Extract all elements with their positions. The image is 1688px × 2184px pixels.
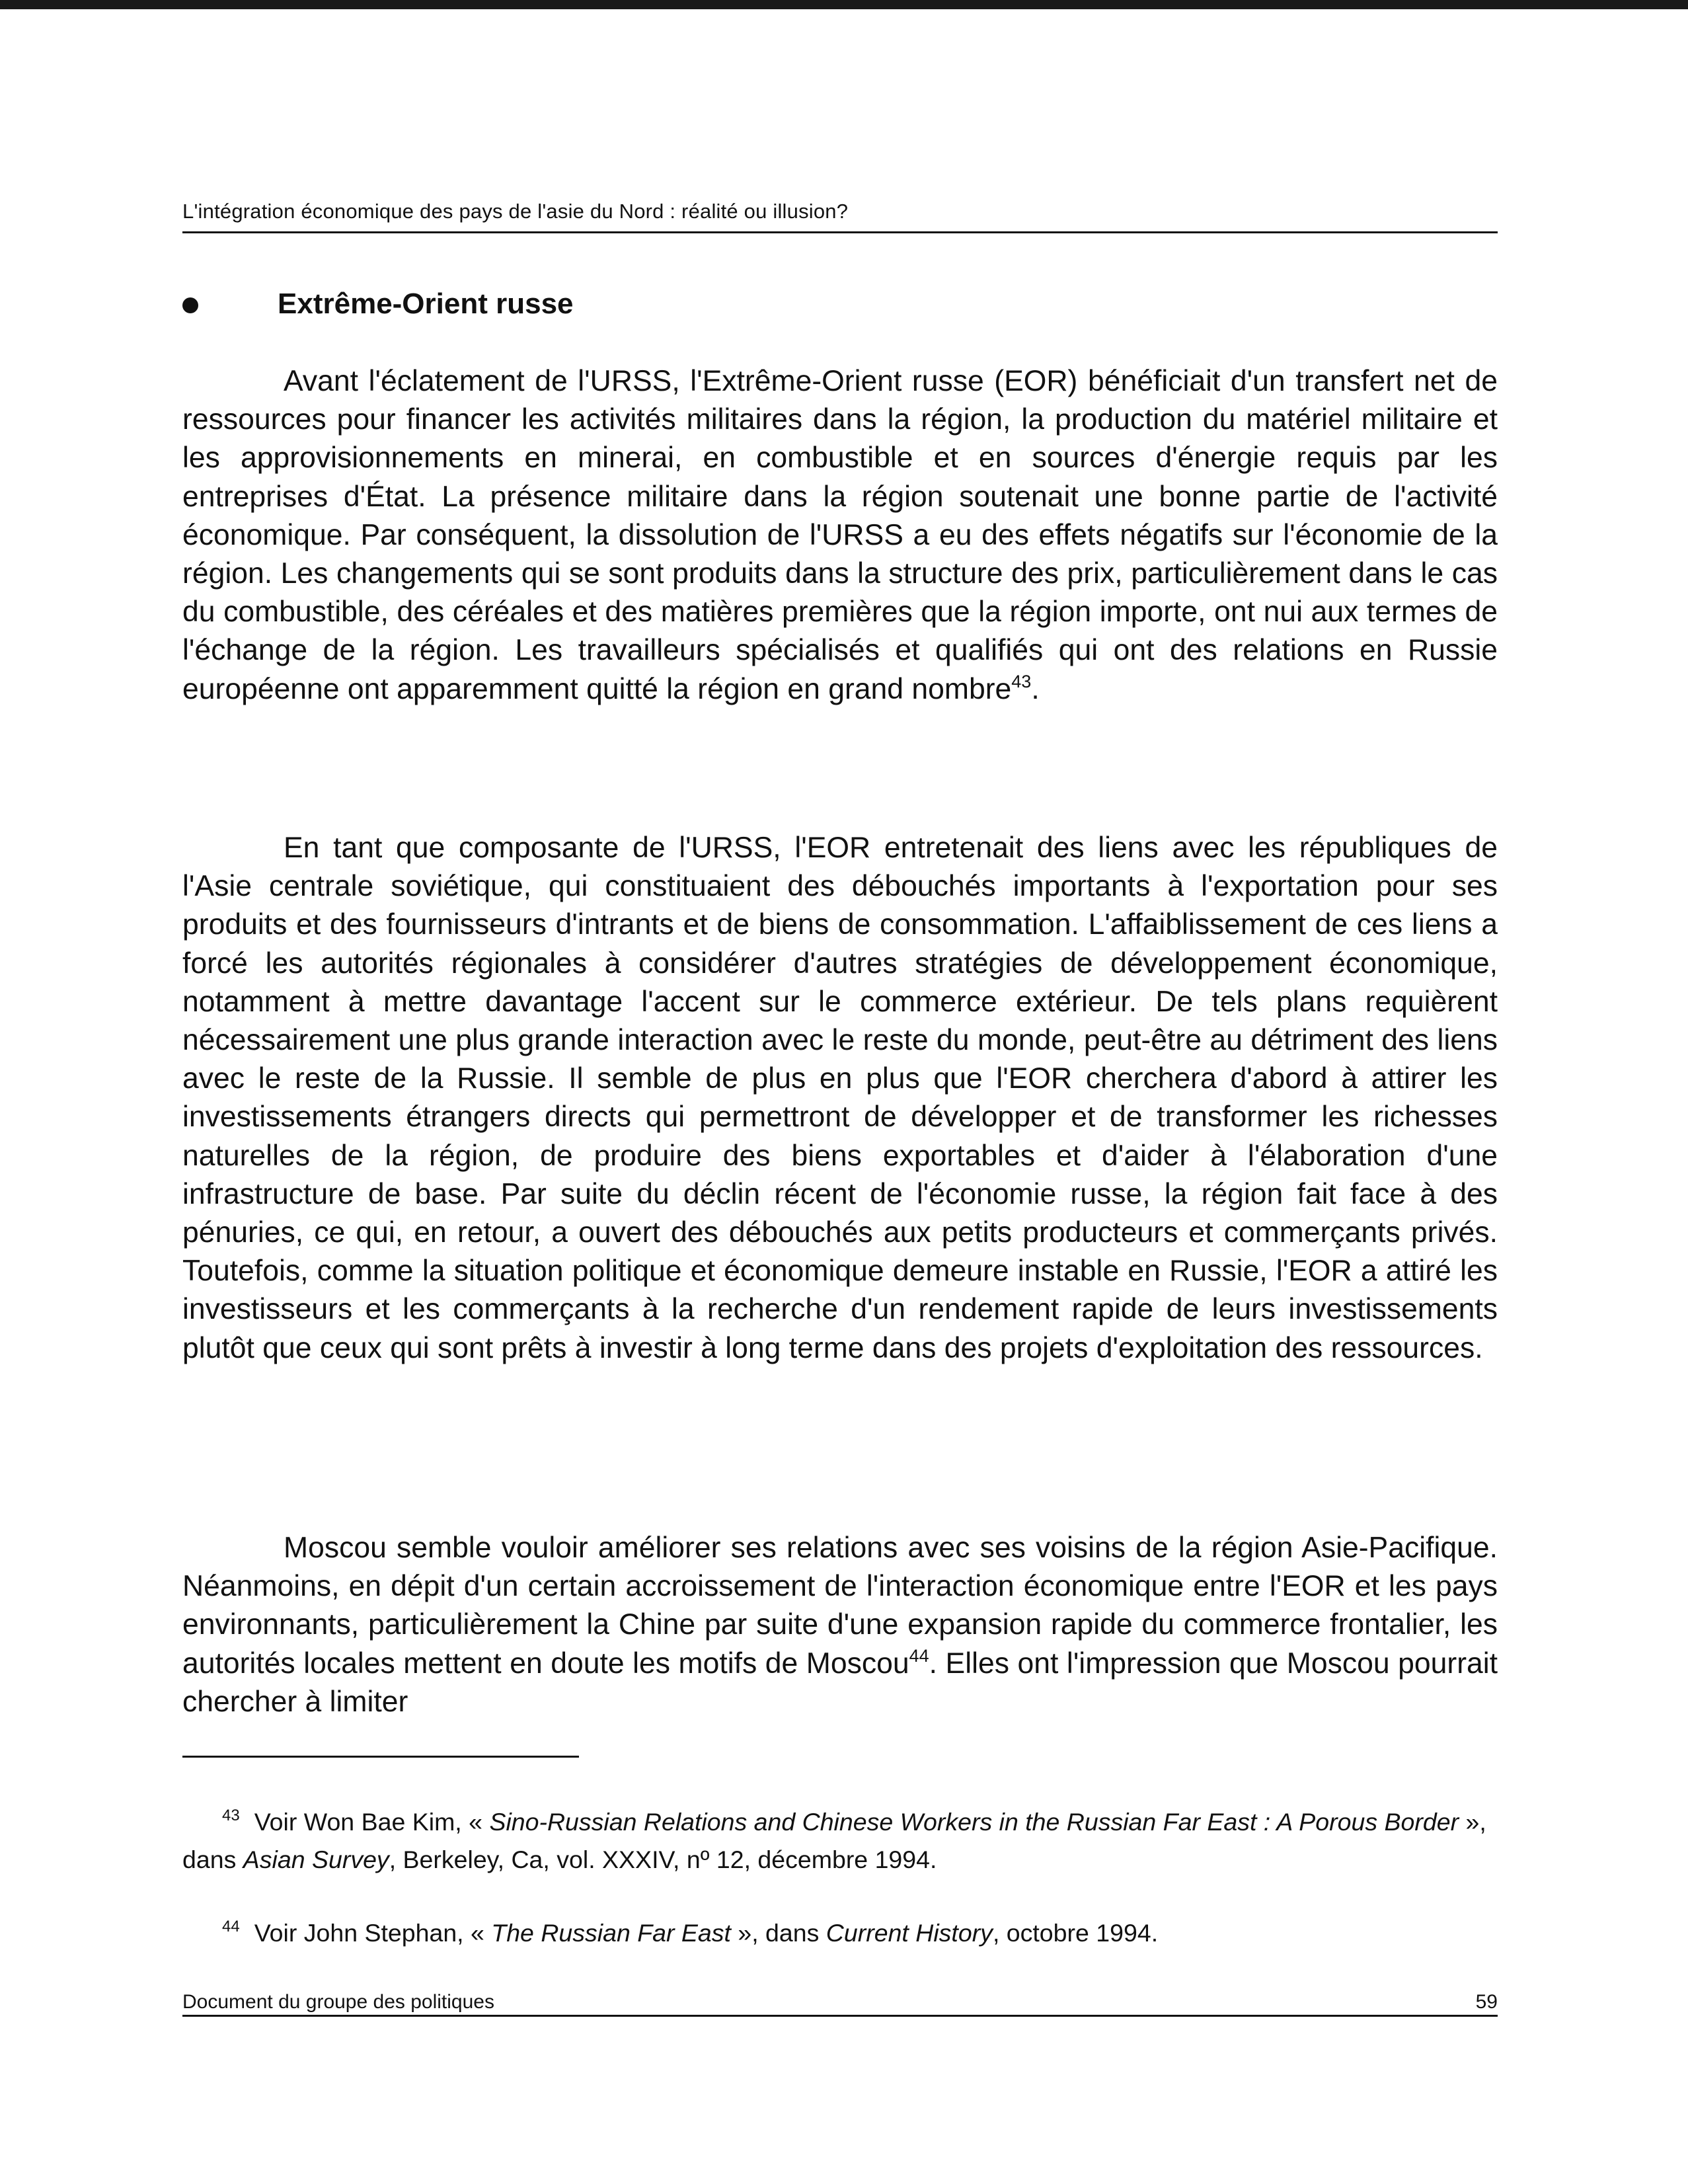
footnote-separator xyxy=(182,1756,579,1758)
paragraph-3-text: Moscou semble vouloir améliorer ses relations avec ses voisins de la région Asie-Pacifique. Néanmoins, en dépit d'un certain accroissement de l'interaction économique entre l'EOR et les pays environnants, particulièrement la Chine par suite d'une expansion rapide du commerce frontalier, les autorités locales mettent en doute les motifs de Moscou xyxy=(182,1532,1498,1680)
running-header: L'intégration économique des pays de l'asie du Nord : réalité ou illusion? xyxy=(182,200,849,223)
paragraph-1 xyxy=(182,362,1498,709)
header-rule xyxy=(182,231,1498,233)
section-heading xyxy=(182,288,1498,321)
page-number: 59 xyxy=(1475,1991,1498,2013)
top-edge-rule xyxy=(0,0,1688,9)
bullet-icon xyxy=(182,297,198,313)
paragraph-1-text: Avant l'éclatement de l'URSS, l'Extrême-Orient russe (EOR) bénéficiait d'un transfert net de ressources pour financer les activités militaires dans la région, la production du matériel militaire et les approvisionnements en minerai, en combustible et en sources d'énergie requis par les entreprises d'État. La présence militaire dans la région soutenait une bonne partie de l'activité économique. Par conséquent, la dissolution de l'URSS a eu des effets négatifs sur l'économie de la région. Les changements qui se sont produits dans la structure des prix, particulièrement dans le cas du combustible, des céréales et des matières premières que la région importe, ont nui aux termes de l'échange de la région. Les travailleurs spécialisés et qualifiés qui ont des relations en Russie européenne ont apparemment quitté la région en grand nombre xyxy=(182,365,1498,705)
footnote-43-pre: Voir Won Bae Kim, « xyxy=(254,1808,490,1836)
paragraph-2-text: En tant que composante de l'URSS, l'EOR entretenait des liens avec les républiques de l'Asie centrale soviétique, qui constituaient des débouchés importants à l'exportation pour ses produits et des fournisseurs d'intrants et de biens de consommation. L'affaiblissement de ces liens a forcé les autorités régionales à considérer d'autres stratégies de développement économique, notamment à mettre davantage l'accent sur le commerce extérieur. De tels plans requièrent nécessairement une plus grande interaction avec le reste du monde, peut-être au détriment des liens avec le reste de la Russie. Il semble de plus en plus que l'EOR cherchera d'abord à attirer les investissements étrangers directs qui permettront de développer et de transformer les richesses naturelles de la région, de produire des biens exportables et d'aider à l'élaboration d'une infrastructure de base. Par suite du déclin récent de l'économie russe, la région fait face à des pénuries, ce qui, en retour, a ouvert des débouchés aux petits producteurs et commerçants privés. Toutefois, comme la situation politique et économique demeure instable en Russie, l'EOR a attiré les investisseurs et les commerçants à la recherche d'un rendement rapide de leurs investissements plutôt que ceux qui sont prêts à investir à long terme dans des projets d'exploitation des ressources. xyxy=(182,832,1498,1364)
footnote-43 xyxy=(182,1803,1498,1879)
paragraph-3 xyxy=(182,1529,1498,1721)
footnote-ref-44[interactable]: 44 xyxy=(909,1645,929,1666)
footnote-43-post: , Berkeley, Ca, vol. XXXIV, nº 12, décembre 1994. xyxy=(389,1846,937,1873)
section-title: Extrême-Orient russe xyxy=(278,288,574,320)
footnote-44-pre: Voir John Stephan, « xyxy=(254,1919,492,1947)
footnote-43-mid: », dans xyxy=(182,1808,1486,1873)
paragraph-3-tail: . Elles ont l'impression que Moscou pourrait chercher à limiter xyxy=(182,1647,1498,1718)
footnote-43-journal: Asian Survey xyxy=(243,1846,389,1873)
paragraph-2 xyxy=(182,829,1498,1368)
footnote-44-title: The Russian Far East xyxy=(491,1919,731,1947)
footer-label: Document du groupe des politiques xyxy=(182,1991,494,2013)
footnote-43-number: 43 xyxy=(222,1807,240,1824)
footnote-44-post: , octobre 1994. xyxy=(992,1919,1159,1947)
footnote-44-mid: », dans xyxy=(730,1919,826,1947)
page-footer xyxy=(182,1991,1498,2017)
footnote-ref-43[interactable]: 43 xyxy=(1011,671,1032,691)
footnote-44-number: 44 xyxy=(222,1918,240,1935)
footnote-44-journal: Current History xyxy=(825,1919,993,1947)
paragraph-1-end: . xyxy=(1031,672,1040,705)
footnote-43-title: Sino-Russian Relations and Chinese Workers in the Russian Far East : A Porous Border xyxy=(489,1808,1459,1836)
footnote-44 xyxy=(182,1914,1498,1952)
